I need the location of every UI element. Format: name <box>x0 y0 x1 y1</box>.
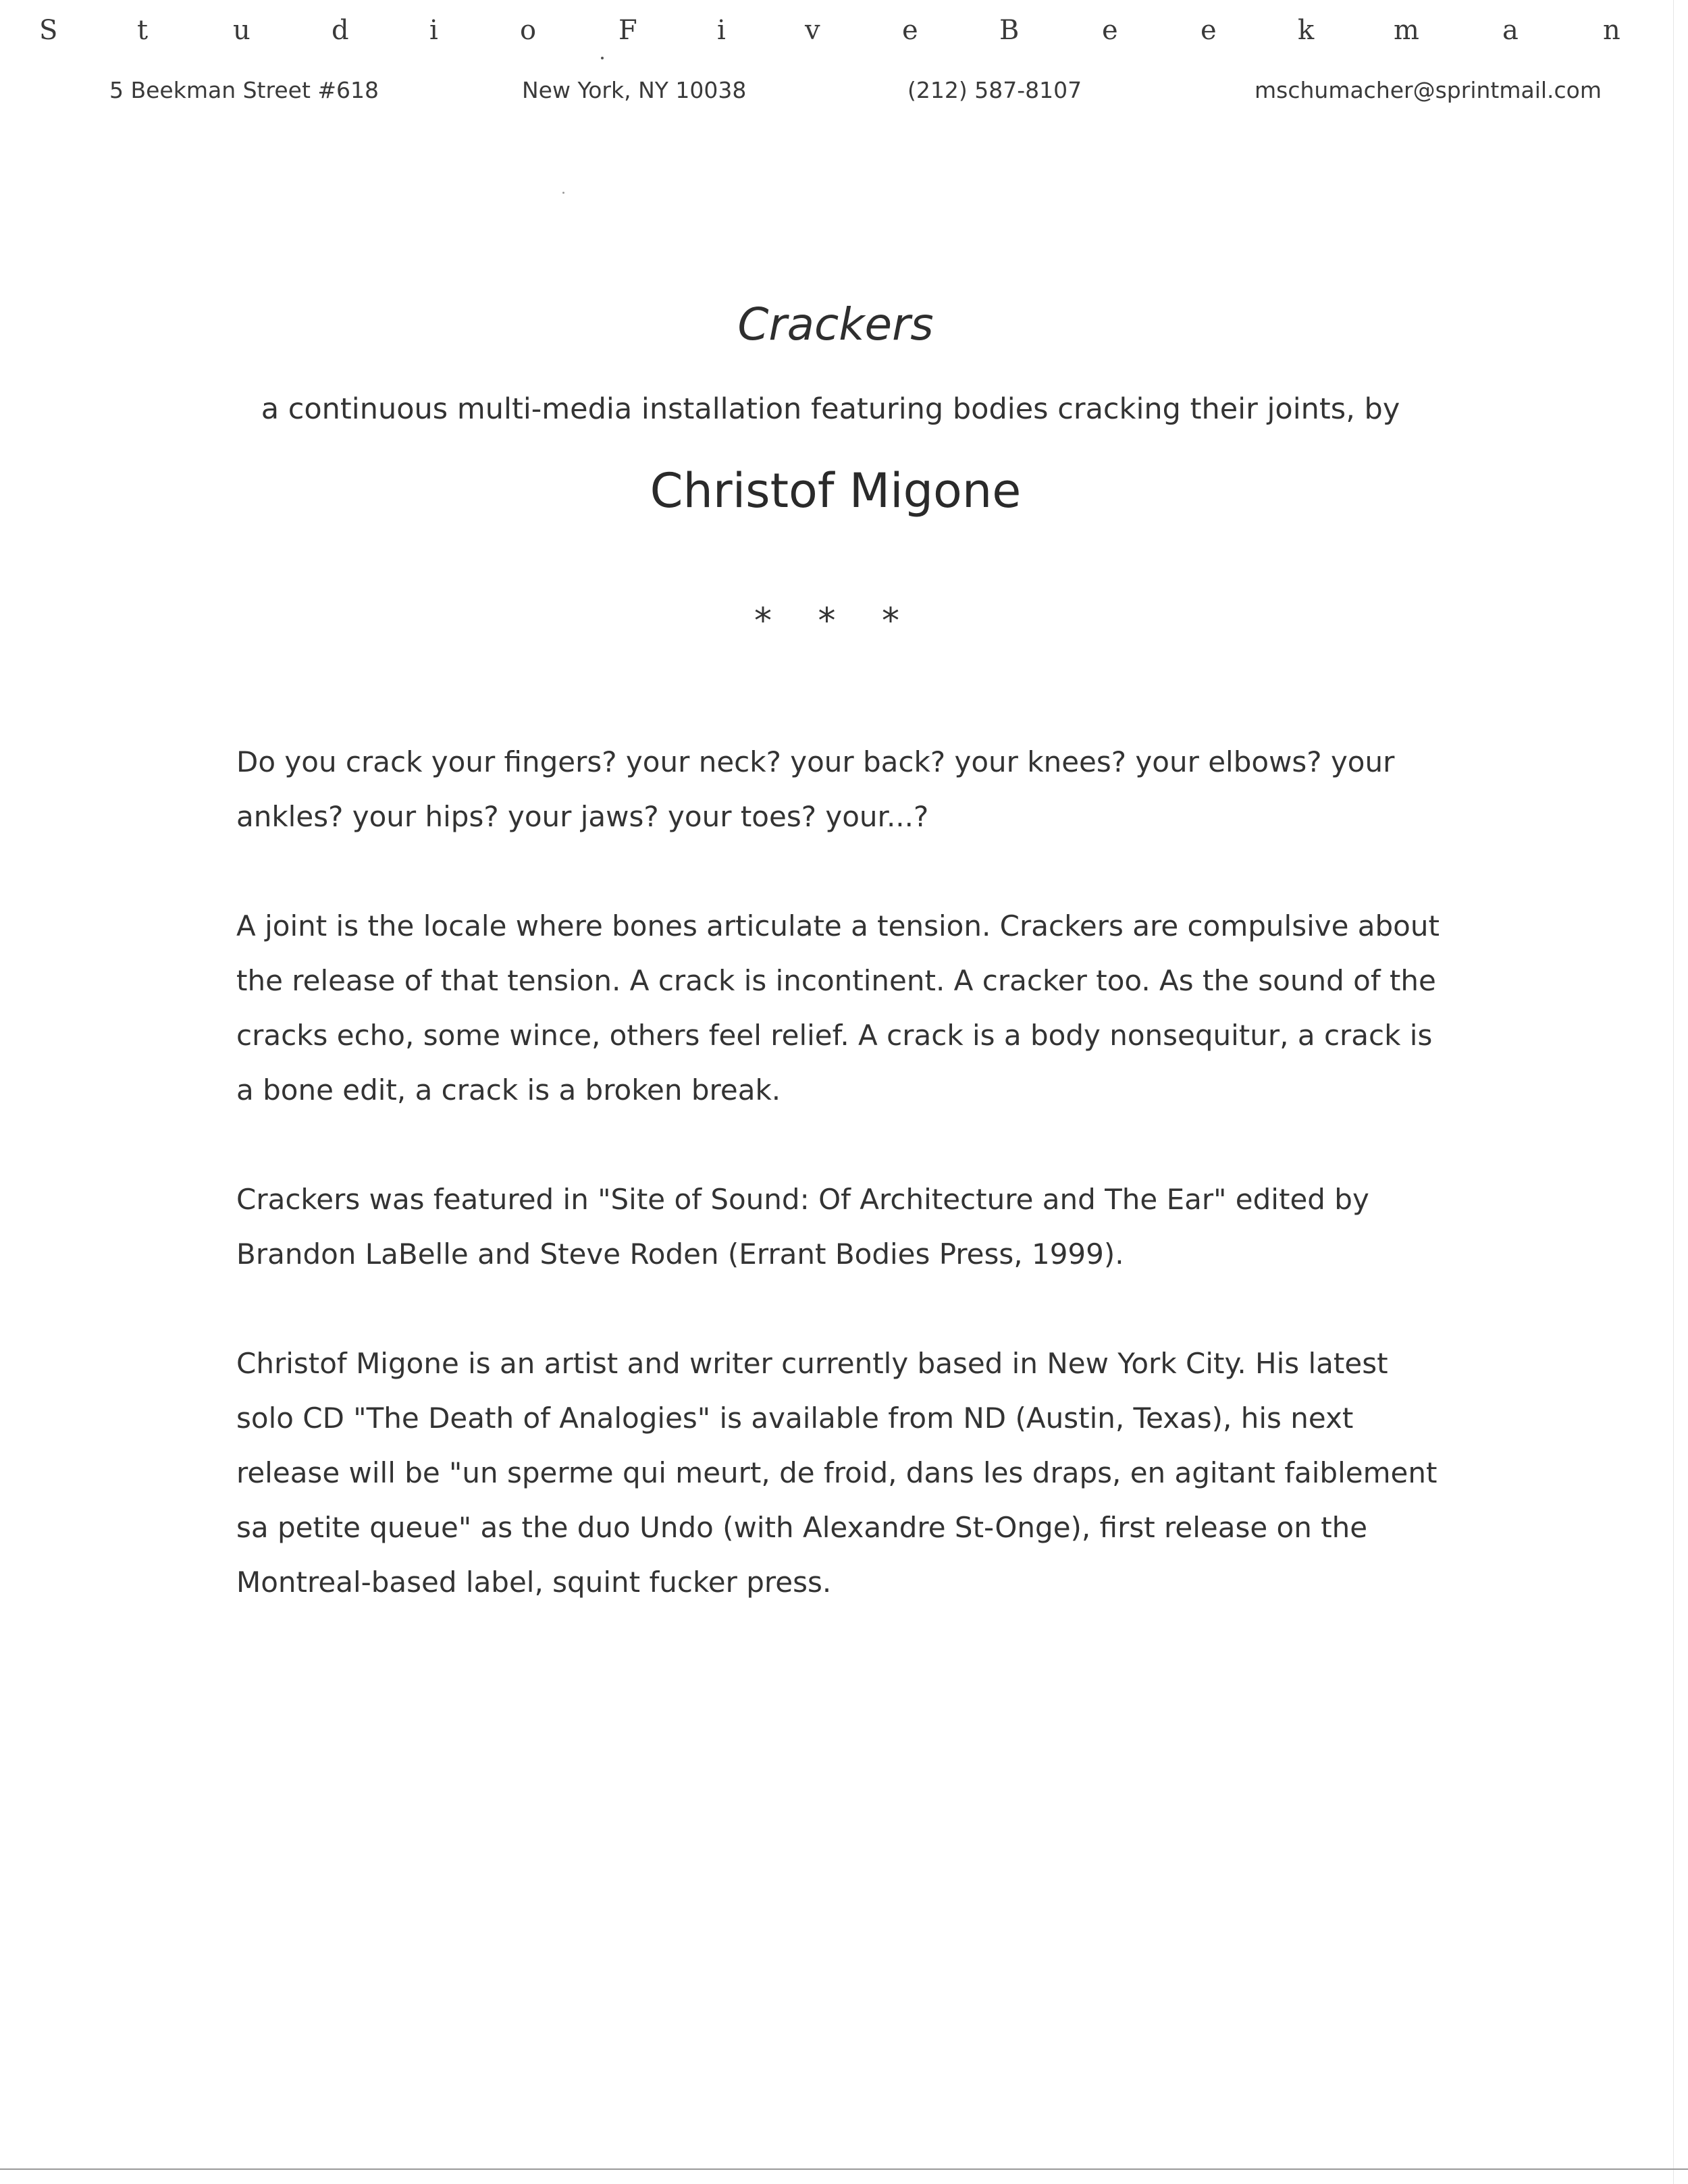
body-paragraph: Christof Migone is an artist and writer currently based in New York City. His latest solo CD "The Death of Analogies" is available from ND (Austin, Texas), his next release will be "un sperme qui meurt, de froid, dans les draps, en agitant faiblement sa petite queue" as the duo Undo (with Alexandre St-Onge), first release on the Montreal-based label, squint fucker press. <box>236 1347 1438 1599</box>
letterhead-phone: (212) 587-8107 <box>907 77 1082 103</box>
body-paragraph: Do you crack your fingers? your neck? your back? your knees? your elbows? your ankles? your hips? your jaws? your toes? your...? <box>236 745 1395 833</box>
studio-letter: u <box>233 15 250 46</box>
scan-speck <box>562 192 564 194</box>
studio-letter: m <box>1394 15 1419 46</box>
document-title: Crackers <box>737 298 934 350</box>
studio-letter: S <box>39 15 58 46</box>
studio-letter: i <box>429 15 438 46</box>
body-paragraph: A joint is the locale where bones articulate a tension. Crackers are compulsive about the release of that tension. A crack is incontinent. A cracker too. As the sound of the cracks echo, some wince, others feel relief. A crack is a body nonsequitur, a crack is a bone edit, a crack is a broken break. <box>236 909 1440 1107</box>
scan-speck <box>601 57 604 59</box>
studio-letter: t <box>137 15 149 46</box>
studio-letter: a <box>1502 15 1519 46</box>
page-bottom-edge <box>0 2168 1688 2170</box>
letterhead-city: New York, NY 10038 <box>522 77 747 103</box>
studio-letter: F <box>618 15 637 46</box>
body-paragraph: Crackers was featured in "Site of Sound: Of Architecture and The Ear" edited by Brandon LaBelle and Steve Roden (Errant Bodies Press, 1999). <box>236 1183 1369 1271</box>
studio-letter: e <box>902 15 918 46</box>
section-ornament: * * * <box>754 601 918 641</box>
letterhead-email: mschumacher@sprintmail.com <box>1255 77 1602 103</box>
studio-letter: o <box>520 15 537 46</box>
studio-letter: k <box>1298 15 1315 46</box>
page-edge <box>1673 0 1674 2184</box>
studio-letter: i <box>717 15 726 46</box>
document-author: Christof Migone <box>650 463 1022 518</box>
studio-letter: n <box>1603 15 1620 46</box>
studio-letter: B <box>999 15 1020 46</box>
studio-letterhead-name <box>0 15 1688 55</box>
studio-letter: d <box>332 15 349 46</box>
studio-letter: v <box>805 15 820 46</box>
studio-letter: e <box>1102 15 1118 46</box>
letterhead-address: 5 Beekman Street #618 <box>109 77 379 103</box>
studio-letter: e <box>1201 15 1217 46</box>
document-subtitle: a continuous multi-media installation featuring bodies cracking their joints, by <box>261 392 1400 426</box>
document-body <box>236 735 1445 1664</box>
